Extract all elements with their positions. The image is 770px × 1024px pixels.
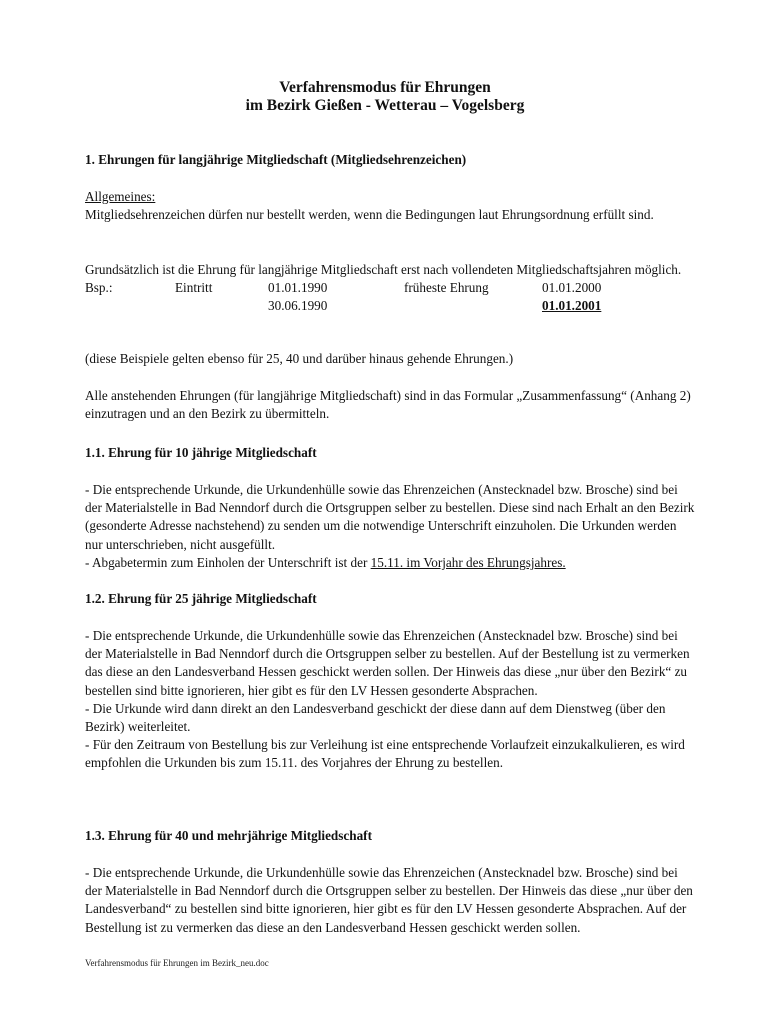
- section-1-2-heading-block: [85, 590, 695, 608]
- example-label: Bsp.:: [85, 280, 113, 296]
- section-1-3-heading-block: [85, 827, 695, 845]
- example-earliest-date-2: 01.01.2001: [542, 298, 602, 314]
- example-earliest-date-1: 01.01.2000: [542, 280, 602, 296]
- principle-block: [85, 261, 695, 315]
- deadline-value: 15.11. im Vorjahr des Ehrungsjahres.: [370, 554, 566, 570]
- form-text-block: [85, 387, 695, 423]
- example-note: (diese Beispiele gelten ebenso für 25, 40 und darüber hinaus gehende Ehrungen.): [85, 351, 514, 366]
- example-earliest-label: früheste Ehrung: [404, 280, 489, 296]
- section-1-heading: 1. Ehrungen für langjährige Mitgliedschaft (Mitgliedsehrenzeichen): [85, 152, 467, 167]
- section-1-heading-block: [85, 151, 695, 169]
- section-1-1-deadline: [85, 554, 695, 572]
- section-1-2-para-3: - Für den Zeitraum von Bestellung bis zur Verleihung ist eine entsprechende Vorlaufzeit einzukalkulieren, es wird empfohlen die Urkunden bis zum 15.11. des Vorjahres der Ehrung zu bestellen.: [85, 737, 685, 771]
- section-1-2-body: [85, 627, 695, 773]
- footer-filename: Verfahrensmodus für Ehrungen im Bezirk_neu.doc: [85, 958, 269, 968]
- example-note-block: [85, 350, 695, 368]
- example-table: [85, 279, 695, 315]
- general-label: Allgemeines:: [85, 189, 156, 204]
- form-text: Alle anstehenden Ehrungen (für langjährige Mitgliedschaft) sind in das Formular „Zusammenfassung“ (Anhang 2) einzutragen und an den Bezirk zu übermitteln.: [85, 388, 691, 422]
- section-1-1-heading-block: [85, 444, 695, 462]
- deadline-prefix: - Abgabetermin zum Einholen der Unterschrift ist der: [85, 554, 371, 570]
- example-entry-date-2: 30.06.1990: [268, 298, 328, 314]
- section-1-2-heading: 1.2. Ehrung für 25 jährige Mitgliedschaft: [85, 591, 317, 606]
- example-entry-label: Eintritt: [175, 280, 213, 296]
- section-1-3-para-1: - Die entsprechende Urkunde, die Urkundenhülle sowie das Ehrenzeichen (Anstecknadel bzw. Brosche) sind bei der Materialstelle in Bad Nenndorf durch die Ortsgruppen selber zu bestellen. Der Hinweis das diese „nur über den Landesverband“ zu bestellen sind bitte ignorieren, hier gibt es für den LV Hessen gesonderte Absprachen. Auf der Bestellung ist zu vermerken das diese an den Landesverband Hessen geschickt werden sollen.: [85, 865, 693, 935]
- example-entry-date-1: 01.01.1990: [268, 280, 328, 296]
- principle-text: Grundsätzlich ist die Ehrung für langjährige Mitgliedschaft erst nach vollendeten Mitgliedschaftsjahren möglich.: [85, 262, 682, 277]
- document-title-line-1: Verfahrensmodus für Ehrungen: [279, 79, 491, 96]
- section-1-1-heading: 1.1. Ehrung für 10 jährige Mitgliedschaft: [85, 445, 317, 460]
- general-block: [85, 188, 695, 224]
- section-1-3-heading: 1.3. Ehrung für 40 und mehrjährige Mitgliedschaft: [85, 828, 372, 843]
- section-1-1-body: [85, 481, 695, 572]
- document-title-line-2: im Bezirk Gießen - Wetterau – Vogelsberg: [245, 97, 525, 114]
- section-1-2-para-2: - Die Urkunde wird dann direkt an den Landesverband geschickt der diese dann auf dem Dienstweg (über den Bezirk) weiterleitet.: [85, 700, 666, 735]
- general-text: Mitgliedsehrenzeichen dürfen nur bestellt werden, wenn die Bedingungen laut Ehrungsordnung erfüllt sind.: [85, 207, 654, 223]
- section-1-3-body: [85, 864, 695, 937]
- section-1-1-para-1: - Die entsprechende Urkunde, die Urkundenhülle sowie das Ehrenzeichen (Anstecknadel bzw. Brosche) sind bei der Materialstelle in Bad Nenndorf durch die Ortsgruppen selber zu bestellen. Diese sind nach Erhalt an den Bezirk (gesonderte Adresse nachstehend) zu senden um die notwendige Unterschrift einzuholen. Die Urkunden werden nur unterschrieben, nicht ausgefüllt.: [85, 482, 695, 552]
- section-1-2-para-1: - Die entsprechende Urkunde, die Urkundenhülle sowie das Ehrenzeichen (Anstecknadel bzw. Brosche) sind bei der Materialstelle in Bad Nenndorf durch die Ortsgruppen selber zu bestellen. Auf der Bestellung ist zu vermerken das diese an den Landesverband Hessen geschickt werden sollen. Der Hinweis das diese „nur über den Bezirk“ zu bestellen sind bitte ignorieren, hier gibt es für den LV Hessen gesonderte Absprachen.: [85, 628, 690, 698]
